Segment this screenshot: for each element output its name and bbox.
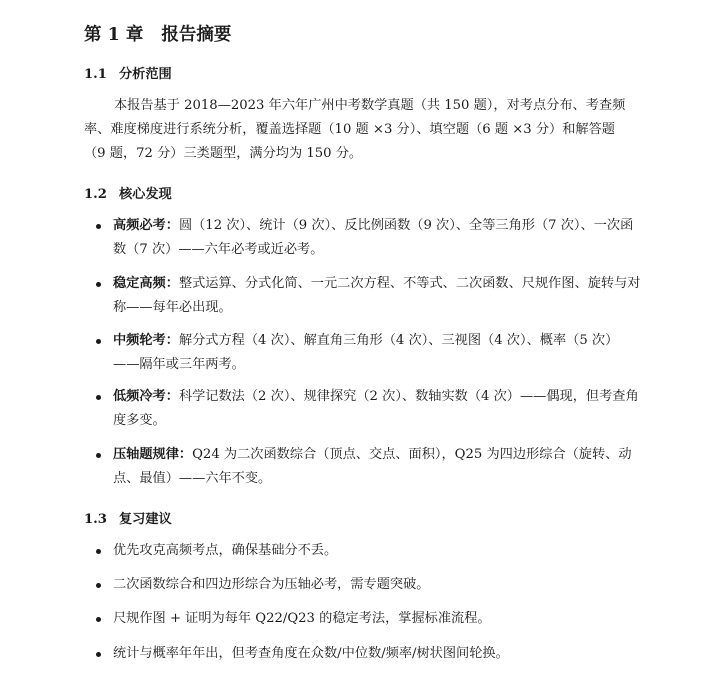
section-heading-scope (84, 65, 172, 85)
list-item (84, 607, 644, 631)
scope-paragraph: 本报告基于 2018—2023 年六年广州中考数学真题（共 150 题），对考点分布、考查频率、难度梯度进行系统分析，覆盖选择题（10 题 ×3 分）、填空题（6 题 ×3 分）和解答题（9 题，72 分）三类题型，满分均为 150 分。 (84, 98, 626, 161)
chapter-title (84, 22, 231, 48)
bullet-icon (96, 395, 101, 400)
advice-text: 统计与概率年年出，但考查角度在众数/中位数/频率/树状图间轮换。 (113, 646, 509, 661)
list-item (84, 329, 644, 377)
bullet-icon (96, 549, 101, 554)
section-title: 核心发现 (119, 187, 172, 202)
list-item (84, 443, 644, 491)
bullet-icon (96, 583, 101, 588)
finding-text: Q24 为二次函数综合（顶点、交点、面积），Q25 为四边形综合（旋转、动点、最值）——六年不变。 (113, 447, 632, 486)
list-item (84, 642, 644, 666)
list-item (84, 214, 644, 262)
chapter-heading-text: 报告摘要 (161, 25, 232, 45)
section-heading-advice (84, 510, 172, 530)
bullet-icon (96, 224, 101, 229)
finding-text: 圆（12 次）、统计（9 次）、反比例函数（9 次）、全等三角形（7 次）、一次函数（7 次）——六年必考或近必考。 (113, 218, 634, 257)
section-number: 1.1 (84, 67, 107, 82)
finding-label: 中频轮考： (113, 333, 179, 348)
advice-text: 优先攻克高频考点，确保基础分不丢。 (113, 543, 338, 558)
advice-text: 尺规作图 + 证明为每年 Q22/Q23 的稳定考法，掌握标准流程。 (113, 611, 491, 626)
list-item (84, 272, 644, 320)
bullet-icon (96, 617, 101, 622)
list-item (84, 539, 644, 563)
finding-label: 压轴题规律： (113, 447, 193, 462)
section-number: 1.3 (84, 512, 107, 527)
finding-text: 科学记数法（2 次）、规律探究（2 次）、数轴实数（4 次）——偶现，但考查角度多变。 (113, 389, 639, 428)
advice-text: 二次函数综合和四边形综合为压轴必考，需专题突破。 (113, 577, 430, 592)
bullet-icon (96, 652, 101, 657)
section-title: 复习建议 (119, 512, 172, 527)
bullet-icon (96, 282, 101, 287)
list-item (84, 573, 644, 597)
finding-label: 稳定高频： (113, 276, 179, 291)
finding-text: 解分式方程（4 次）、解直角三角形（4 次）、三视图（4 次）、概率（5 次）——隔年或三年两考。 (113, 333, 619, 372)
bullet-icon (96, 339, 101, 344)
chapter-number: 第 1 章 (84, 25, 144, 45)
finding-text: 整式运算、分式化简、一元二次方程、不等式、二次函数、尺规作图、旋转与对称——每年必出现。 (113, 276, 641, 315)
finding-label: 高频必考： (113, 218, 179, 233)
finding-label: 低频冷考： (113, 389, 179, 404)
section-heading-findings (84, 185, 172, 205)
section-title: 分析范围 (119, 67, 172, 82)
list-item (84, 385, 644, 433)
bullet-icon (96, 453, 101, 458)
section-number: 1.2 (84, 187, 107, 202)
